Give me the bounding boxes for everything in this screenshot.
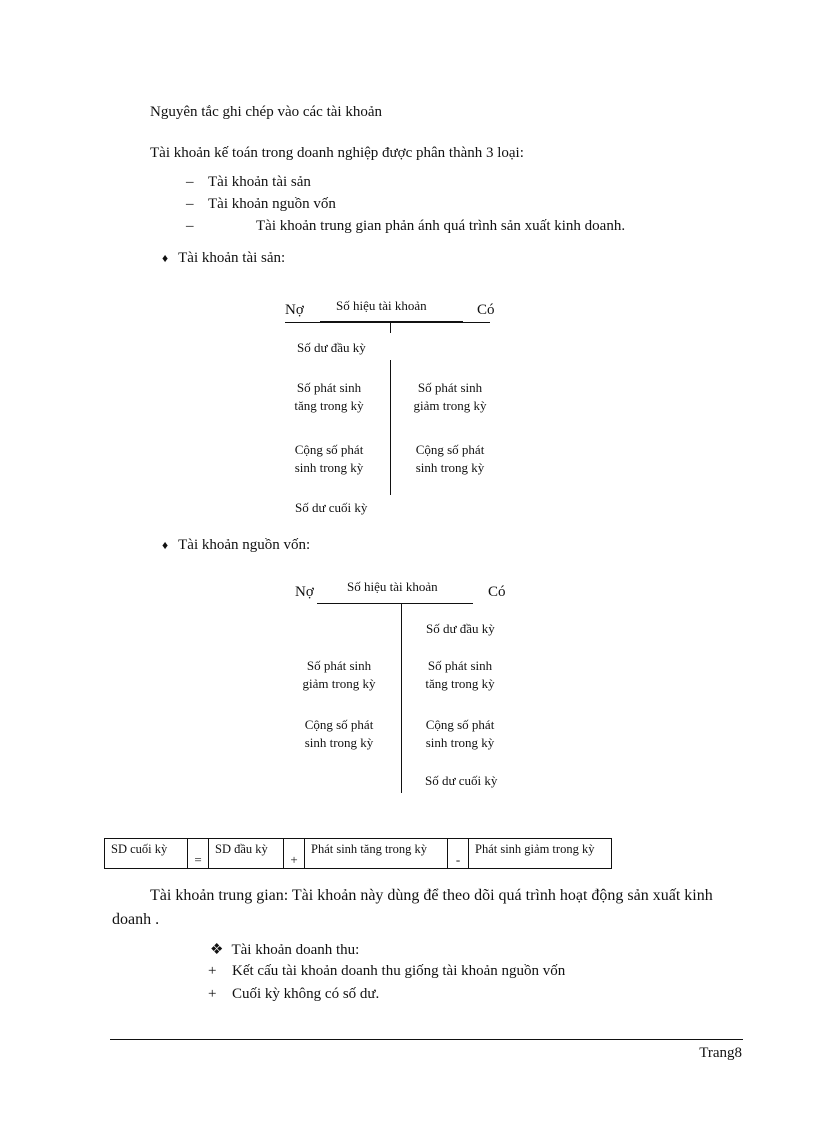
t-account-top-rule xyxy=(317,603,473,604)
right-total2: sinh trong kỳ xyxy=(425,735,495,750)
account-number-label: Số hiệu tài khoản xyxy=(336,298,427,313)
formula-increase: Phát sinh tăng trong kỳ xyxy=(305,839,448,869)
balance-formula xyxy=(104,838,612,869)
right-total xyxy=(402,716,518,752)
plus-bullet: + xyxy=(208,963,217,979)
left-total1: Cộng số phát xyxy=(294,442,364,457)
list-item xyxy=(186,174,311,191)
left-increase xyxy=(270,379,388,415)
list-item-label: Tài khoản trung gian phản ánh quá trình sản xuất kinh doanh. xyxy=(256,218,626,234)
revenue-title xyxy=(210,940,359,959)
capital-section-title xyxy=(162,537,310,554)
closing-balance: Số dư cuối kỳ xyxy=(425,773,498,788)
t-account-header-underline xyxy=(320,321,463,323)
left-line2: giảm trong kỳ xyxy=(302,676,376,691)
footer-rule xyxy=(110,1039,743,1040)
left-line2: tăng trong kỳ xyxy=(294,398,364,413)
formula-opening: SD đầu kỳ xyxy=(209,839,284,869)
dash-bullet: – xyxy=(186,196,194,212)
right-total1: Cộng số phát xyxy=(425,717,495,732)
t-account-divider xyxy=(390,360,391,495)
left-total xyxy=(270,441,388,477)
star-bullet-icon: ❖ xyxy=(210,942,224,958)
closing-balance: Số dư cuối kỳ xyxy=(295,500,368,515)
capital-title-label: Tài khoản nguồn vốn: xyxy=(178,537,311,553)
revenue-title-label: Tài khoản doanh thu: xyxy=(231,942,360,958)
diamond-bullet-icon: ♦ xyxy=(162,251,169,265)
right-increase xyxy=(402,657,518,693)
page-number: Trang8 xyxy=(699,1045,742,1061)
t-account-tick xyxy=(390,323,391,333)
left-line1: Số phát sinh xyxy=(306,658,372,673)
debit-label: Nợ xyxy=(295,584,314,600)
diamond-bullet-icon: ♦ xyxy=(162,538,169,552)
list-item xyxy=(186,196,336,213)
credit-label: Có xyxy=(488,584,506,600)
left-total2: sinh trong kỳ xyxy=(294,460,364,475)
opening-balance: Số dư đầu kỳ xyxy=(297,340,366,355)
asset-title-label: Tài khoản tài sản: xyxy=(178,250,286,266)
dash-bullet: – xyxy=(186,174,194,190)
left-line1: Số phát sinh xyxy=(296,380,362,395)
right-total1: Cộng số phát xyxy=(415,442,485,457)
list-item-label: Tài khoản tài sản xyxy=(208,174,311,190)
left-total1: Cộng số phát xyxy=(304,717,374,732)
dash-bullet: – xyxy=(186,218,194,234)
formula-decrease: Phát sinh giảm trong kỳ xyxy=(469,839,612,869)
intermediate-paragraph: Tài khoản trung gian: Tài khoản này dùng để theo dõi quá trình hoạt động sản xuất kinh xyxy=(150,887,713,904)
formula-minus: - xyxy=(448,839,469,869)
formula-closing: SD cuối kỳ xyxy=(105,839,188,869)
left-decrease xyxy=(280,657,398,693)
account-number-label: Số hiệu tài khoản xyxy=(347,579,438,594)
list-item xyxy=(186,218,625,235)
list-item-label: Tài khoản nguồn vốn xyxy=(208,196,336,212)
formula-plus: + xyxy=(284,839,305,869)
t-account-divider xyxy=(401,603,402,793)
right-decrease xyxy=(392,379,508,415)
plus-bullet: + xyxy=(208,986,217,1002)
left-total2: sinh trong kỳ xyxy=(304,735,374,750)
formula-equals: = xyxy=(188,839,209,869)
list-item xyxy=(208,986,379,1003)
intro-text: Tài khoản kế toán trong doanh nghiệp được phân thành 3 loại: xyxy=(150,145,524,161)
debit-label: Nợ xyxy=(285,302,304,318)
asset-section-title xyxy=(162,250,285,267)
opening-balance: Số dư đầu kỳ xyxy=(426,621,495,636)
section-heading: Nguyên tắc ghi chép vào các tài khoản xyxy=(150,104,382,120)
left-total xyxy=(280,716,398,752)
right-line2: tăng trong kỳ xyxy=(425,676,495,691)
list-item xyxy=(208,963,565,980)
right-total2: sinh trong kỳ xyxy=(415,460,485,475)
intermediate-paragraph-cont: doanh . xyxy=(112,911,160,928)
right-total xyxy=(392,441,508,477)
right-line1: Số phát sinh xyxy=(417,380,483,395)
list-item-label: Kết cấu tài khoản doanh thu giống tài khoản nguồn vốn xyxy=(232,963,566,979)
right-line2: giảm trong kỳ xyxy=(413,398,487,413)
list-item-label: Cuối kỳ không có số dư. xyxy=(232,986,380,1002)
right-line1: Số phát sinh xyxy=(427,658,493,673)
credit-label: Có xyxy=(477,302,495,318)
